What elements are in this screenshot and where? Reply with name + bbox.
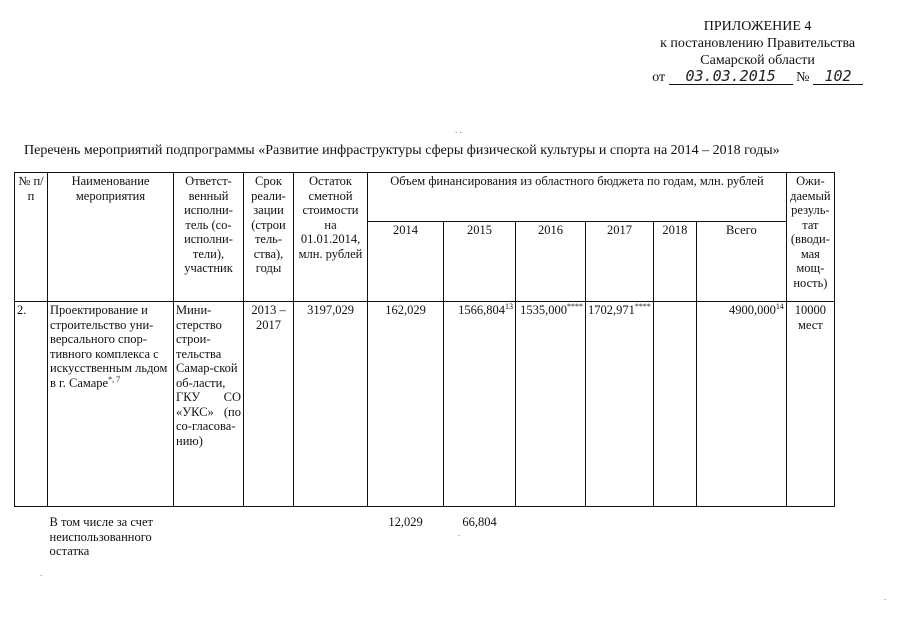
header-year-2017: 2017 xyxy=(586,222,654,302)
row-name-footnote: *, 7 xyxy=(108,374,121,384)
row-2016 xyxy=(516,302,586,507)
document-header xyxy=(652,18,863,86)
header-num: № п/п xyxy=(15,173,48,302)
header-total: Всего xyxy=(696,222,786,302)
scan-speck: . xyxy=(458,528,461,538)
row-num: 2. xyxy=(15,302,48,507)
scan-speck: . xyxy=(40,568,43,578)
table-row xyxy=(15,302,835,507)
date-number-line xyxy=(652,69,863,86)
row-responsible: Мини-стерство строи-тельства Самар-ской об-ласти, ГКУ СО «УКС» (по со-гласова-нию) xyxy=(174,302,244,507)
header-result: Ожи-даемый резуль-тат (вводи-мая мощ-ность) xyxy=(786,173,834,302)
header-responsible: Ответст-венный исполни-тель (со-исполни-тели), участник xyxy=(174,173,244,302)
region-line: Самарской области xyxy=(700,53,815,68)
row-2018 xyxy=(653,302,696,507)
row-remaining-cost: 3197,029 xyxy=(294,302,368,507)
header-year-2018: 2018 xyxy=(653,222,696,302)
row-2017-value: 1702,971 xyxy=(588,303,635,317)
row-name-text: Проектирование и строительство уни-версального спор-тивного комплекса с искусственным льдом в г. Самаре xyxy=(50,303,168,390)
row-2017 xyxy=(586,302,654,507)
header-remaining-cost: Остаток сметной стоимости на 01.01.2014, млн. рублей xyxy=(294,173,368,302)
row-name xyxy=(48,302,174,507)
subrow-label: В том числе за счет неиспользованного остатка xyxy=(49,515,153,558)
row-2014: 162,029 xyxy=(368,302,444,507)
number-label: № xyxy=(796,70,810,85)
header-year-2015: 2015 xyxy=(444,222,516,302)
row-2015-footnote: 13 xyxy=(505,301,513,311)
subrow-2014: 12,029 xyxy=(388,515,423,529)
resolution-line: к постановлению Правительства xyxy=(660,36,856,51)
header-name: Наименование мероприятия xyxy=(48,173,174,302)
scan-speck: . xyxy=(884,592,887,602)
page-title: Перечень мероприятий подпрограммы «Развитие инфраструктуры сферы физической культуры и спорта на 2014 – 2018 годы» xyxy=(24,143,780,158)
appendix-label: ПРИЛОЖЕНИЕ 4 xyxy=(703,19,812,34)
row-2015-value: 1566,804 xyxy=(458,303,505,317)
row-2016-value: 1535,000 xyxy=(520,303,567,317)
row-total-value: 4900,000 xyxy=(729,303,776,317)
row-result: 10000 мест xyxy=(786,302,834,507)
table-subrow xyxy=(15,507,835,567)
handwritten-date: 03.03.2015 xyxy=(669,69,793,85)
row-2016-footnote: **** xyxy=(567,301,583,311)
scan-speck: . . xyxy=(455,125,462,135)
row-2015 xyxy=(444,302,516,507)
measures-table xyxy=(14,172,835,567)
handwritten-number: 102 xyxy=(813,69,863,85)
row-2017-footnote: **** xyxy=(634,301,651,311)
date-prefix: от xyxy=(652,70,666,85)
row-total-footnote: 14 xyxy=(775,301,784,311)
header-funding: Объем финансирования из областного бюджета по годам, млн. рублей xyxy=(368,173,787,222)
header-year-2014: 2014 xyxy=(368,222,444,302)
header-year-2016: 2016 xyxy=(516,222,586,302)
row-term: 2013 – 2017 xyxy=(244,302,294,507)
row-total xyxy=(696,302,786,507)
subrow-2015: 66,804 xyxy=(462,515,497,529)
header-term: Срок реали-зации (строи тель-ства), годы xyxy=(244,173,294,302)
